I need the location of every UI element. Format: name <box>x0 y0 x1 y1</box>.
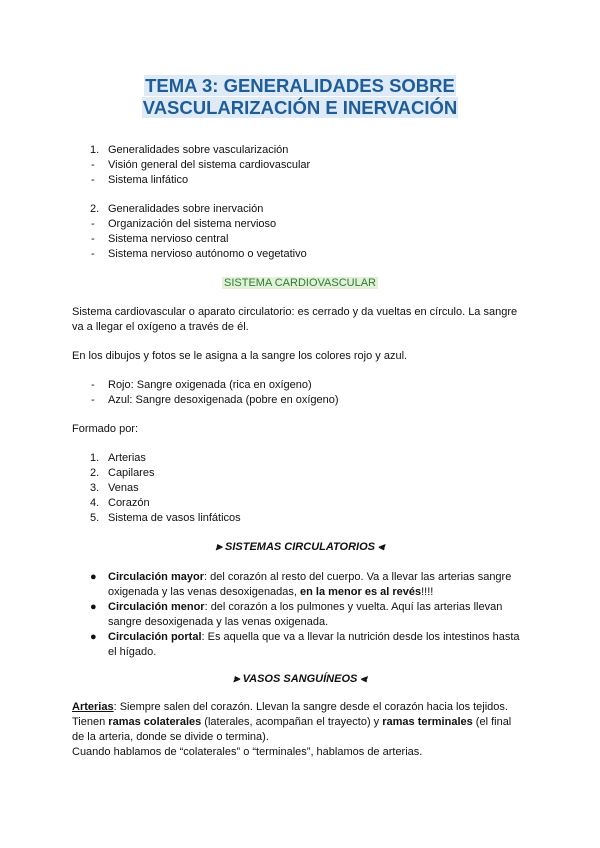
dash: - <box>91 159 95 171</box>
dash: - <box>91 248 95 260</box>
bullet: ● <box>90 571 97 583</box>
dash: - <box>91 379 95 391</box>
paragraph-line: En los dibujos y fotos se le asigna a la sangre los colores rojo y azul. <box>72 350 408 362</box>
list-number: 5. <box>90 512 100 524</box>
list-item: Arterias <box>108 452 146 464</box>
list-item: Capilares <box>108 467 155 479</box>
index-item: Organización del sistema nervioso <box>108 218 277 230</box>
index-item: Sistema nervioso central <box>108 233 229 245</box>
arteries-line-1: Arterias: Siempre salen del corazón. Llevan la sangre desde el corazón hacia los tejidos. <box>72 701 508 713</box>
list-item: Corazón <box>108 497 150 509</box>
section-heading-vessels: ⫸ VASOS SANGUÍNEOS ⫷ <box>233 673 367 685</box>
circulation-minor-line-2: sangre desoxigenada y las venas oxigenada. <box>108 616 329 628</box>
dash: - <box>91 174 95 186</box>
arteries-line-3: de la arteria, donde se divide o termina). <box>72 731 269 743</box>
index-number-2: 2. <box>90 203 100 215</box>
color-item-blue: Azul: Sangre desoxigenada (pobre en oxígeno) <box>108 394 339 406</box>
list-number: 3. <box>90 482 100 494</box>
color-item-red: Rojo: Sangre oxigenada (rica en oxígeno) <box>108 379 312 391</box>
bullet: ● <box>90 631 97 643</box>
bullet: ● <box>90 601 97 613</box>
formed-by-label: Formado por: <box>72 423 139 435</box>
list-item: Venas <box>108 482 139 494</box>
list-item: Sistema de vasos linfáticos <box>108 512 241 524</box>
section-heading-circulatory: ⫸ SISTEMAS CIRCULATORIOS ⫷ <box>215 541 385 553</box>
index-item: Visión general del sistema cardiovascular <box>108 159 311 171</box>
circulation-major-line-1: Circulación mayor: del corazón al resto del cuerpo. Va a llevar las arterias sangre <box>108 571 512 583</box>
title-line-2: VASCULARIZACIÓN E INERVACIÓN <box>142 97 458 118</box>
title-line-1: TEMA 3: GENERALIDADES SOBRE <box>145 75 455 96</box>
list-number: 4. <box>90 497 100 509</box>
index-number-1: 1. <box>90 144 100 156</box>
index-heading-2: Generalidades sobre inervación <box>108 203 264 215</box>
circulation-portal-line-2: el hígado. <box>108 646 157 658</box>
list-number: 1. <box>90 452 100 464</box>
circulation-portal-line-1: Circulación portal: Es aquella que va a llevar la nutrición desde los intestinos hasta <box>108 631 520 643</box>
index-heading-1: Generalidades sobre vascularización <box>108 144 289 156</box>
paragraph-line: va a llegar el oxígeno a través de él. <box>72 321 249 333</box>
dash: - <box>91 233 95 245</box>
dash: - <box>91 394 95 406</box>
arteries-line-2: Tienen ramas colaterales (laterales, acompañan el trayecto) y ramas terminales (el final <box>72 716 512 728</box>
circulation-minor-line-1: Circulación menor: del corazón a los pulmones y vuelta. Aquí las arterias llevan <box>108 601 503 613</box>
dash: - <box>91 218 95 230</box>
section-heading-cardiovascular: SISTEMA CARDIOVASCULAR <box>224 277 376 289</box>
list-number: 2. <box>90 467 100 479</box>
index-item: Sistema linfático <box>108 174 189 186</box>
index-item: Sistema nervioso autónomo o vegetativo <box>108 248 307 260</box>
paragraph-line: Sistema cardiovascular o aparato circulatorio: es cerrado y da vueltas en círculo. La sangre <box>72 306 518 318</box>
circulation-major-line-2: oxigenada y las venas desoxigenadas, en la menor es al revés!!!! <box>108 586 434 598</box>
arteries-line-4: Cuando hablamos de “colaterales” o “terminales”, hablamos de arterias. <box>72 746 423 758</box>
